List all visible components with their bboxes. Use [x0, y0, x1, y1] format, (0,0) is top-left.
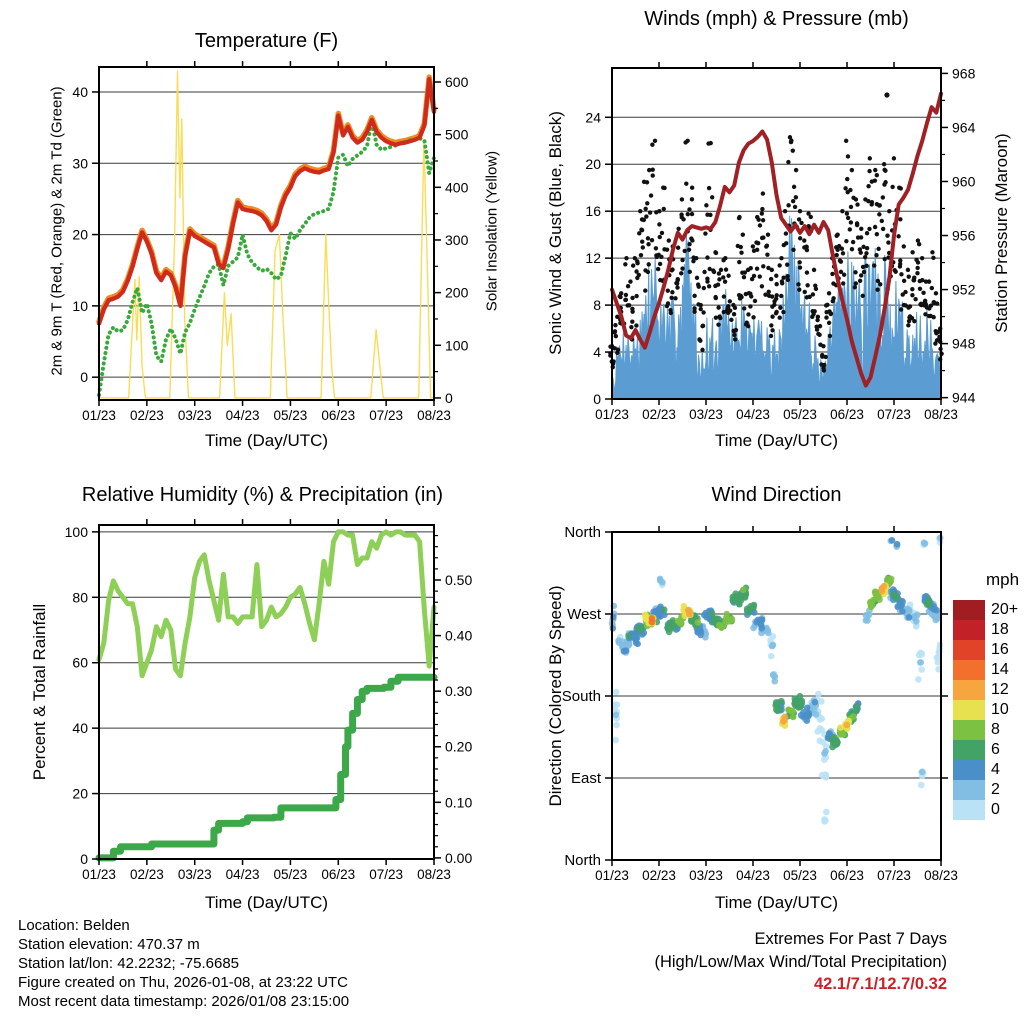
svg-text:16: 16 — [585, 203, 601, 220]
colorbar-swatch-12 — [953, 680, 985, 700]
svg-text:24: 24 — [585, 109, 601, 126]
colorbar-label: 4 — [991, 761, 1000, 778]
extremes-values: 42.1/7.1/12.7/0.32 — [813, 975, 947, 993]
svg-text:08/23: 08/23 — [417, 408, 451, 423]
svg-text:0: 0 — [593, 391, 601, 407]
svg-text:03/23: 03/23 — [177, 867, 212, 882]
svg-text:06/23: 06/23 — [830, 407, 864, 422]
colorbar-swatch-8 — [953, 720, 985, 740]
speed-colorbar — [953, 600, 985, 820]
station-info — [18, 916, 349, 1011]
colorbar-swatch-18 — [953, 620, 985, 640]
svg-text:07/23: 07/23 — [877, 407, 911, 422]
svg-text:300: 300 — [445, 231, 469, 248]
svg-text:8: 8 — [593, 297, 601, 314]
svg-text:01/23: 01/23 — [595, 868, 629, 883]
colorbar-title: mph — [986, 570, 1020, 589]
svg-text:01/23: 01/23 — [82, 867, 116, 882]
svg-text:03/23: 03/23 — [689, 407, 723, 422]
humidity-panel-title: Relative Humidity (%) & Precipitation (in) — [81, 484, 444, 506]
temperature-x-axis-label: Time (Day/UTC) — [204, 431, 329, 450]
svg-text:02/23: 02/23 — [642, 407, 676, 422]
svg-text:01/23: 01/23 — [82, 408, 116, 423]
svg-text:100: 100 — [64, 523, 88, 540]
wind-left-axis-label: Sonic Wind & Gust (Blue, Black) — [546, 111, 565, 355]
svg-text:952: 952 — [952, 281, 976, 298]
colorbar-swatch-6 — [953, 740, 985, 760]
svg-text:05/23: 05/23 — [273, 408, 308, 423]
svg-text:04/23: 04/23 — [736, 407, 770, 422]
svg-text:07/23: 07/23 — [369, 867, 404, 882]
svg-text:60: 60 — [72, 654, 88, 671]
colorbar-swatch-4 — [953, 760, 985, 780]
svg-text:4: 4 — [593, 344, 601, 361]
svg-text:South: South — [561, 688, 601, 705]
figure-created-timestamp: Figure created on Thu, 2026-01-08, at 23:22 UTC — [18, 974, 348, 991]
svg-text:0.50: 0.50 — [445, 572, 473, 589]
svg-text:0: 0 — [80, 851, 88, 867]
svg-text:North: North — [564, 852, 601, 869]
colorbar-label: 8 — [991, 721, 1000, 738]
temperature-panel-title: Temperature (F) — [194, 30, 339, 52]
svg-text:100: 100 — [445, 337, 469, 354]
svg-text:0: 0 — [80, 369, 88, 386]
svg-text:05/23: 05/23 — [783, 868, 817, 883]
station-elevation: Station elevation: 470.37 m — [18, 936, 200, 953]
svg-text:600: 600 — [445, 74, 469, 91]
colorbar-swatch-10 — [953, 700, 985, 720]
svg-text:30: 30 — [72, 155, 88, 172]
svg-text:06/23: 06/23 — [321, 867, 356, 882]
colorbar-swatch-20+ — [953, 600, 985, 620]
svg-text:956: 956 — [952, 227, 976, 244]
extremes-summary — [654, 928, 947, 996]
svg-text:10: 10 — [72, 297, 88, 314]
humidity-x-axis-label: Time (Day/UTC) — [204, 893, 329, 912]
svg-text:944: 944 — [952, 389, 976, 406]
colorbar-label: 12 — [991, 681, 1009, 698]
svg-text:20: 20 — [72, 226, 88, 243]
direction-left-axis-label: Direction (Colored By Speed) — [546, 585, 565, 807]
svg-text:02/23: 02/23 — [642, 868, 676, 883]
svg-text:0.00: 0.00 — [445, 849, 473, 866]
winds-panel-title: Winds (mph) & Pressure (mb) — [644, 8, 909, 30]
svg-text:08/23: 08/23 — [924, 407, 958, 422]
svg-text:20: 20 — [72, 785, 88, 802]
pressure-right-axis-label: Station Pressure (Maroon) — [992, 133, 1011, 333]
colorbar-label: 10 — [991, 701, 1009, 718]
most-recent-data-timestamp: Most recent data timestamp: 2026/01/08 23:15:00 — [18, 993, 350, 1010]
svg-text:400: 400 — [445, 179, 469, 196]
svg-text:960: 960 — [952, 173, 976, 190]
svg-text:20: 20 — [585, 156, 601, 173]
svg-text:04/23: 04/23 — [225, 867, 260, 882]
svg-text:04/23: 04/23 — [736, 868, 770, 883]
colorbar-label: 2 — [991, 781, 1000, 798]
wind-direction-panel-title: Wind Direction — [711, 484, 842, 506]
svg-text:06/23: 06/23 — [830, 868, 864, 883]
svg-text:80: 80 — [72, 589, 88, 606]
colorbar-label: 20+ — [991, 601, 1019, 618]
svg-text:03/23: 03/23 — [689, 868, 723, 883]
station-latlon: Station lat/lon: 42.2232; -75.6685 — [18, 955, 240, 972]
colorbar-label: 14 — [991, 661, 1009, 678]
colorbar-swatch-0 — [953, 800, 985, 820]
temperature-left-axis-label: 2m & 9m T (Red, Orange) & 2m Td (Green) — [48, 86, 66, 376]
colorbar-label: 18 — [991, 621, 1009, 638]
svg-text:500: 500 — [445, 126, 469, 143]
station-location: Location: Belden — [18, 917, 130, 934]
svg-text:40: 40 — [72, 720, 88, 737]
svg-text:948: 948 — [952, 335, 976, 352]
svg-text:0.40: 0.40 — [445, 627, 473, 644]
colorbar-labels — [991, 600, 1018, 820]
svg-text:07/23: 07/23 — [877, 868, 911, 883]
svg-text:40: 40 — [72, 83, 88, 100]
colorbar-label: 16 — [991, 641, 1009, 658]
svg-text:02/23: 02/23 — [129, 867, 164, 882]
colorbar-label: 6 — [991, 741, 1000, 758]
svg-text:08/23: 08/23 — [924, 868, 958, 883]
extremes-title: Extremes For Past 7 Days — [754, 930, 947, 948]
svg-text:North: North — [564, 524, 601, 541]
colorbar-swatch-2 — [953, 780, 985, 800]
svg-text:12: 12 — [585, 250, 601, 267]
svg-text:968: 968 — [952, 65, 976, 82]
svg-text:08/23: 08/23 — [417, 867, 451, 882]
svg-text:East: East — [570, 770, 601, 787]
humidity-left-axis-label: Percent & Total Rainfall — [30, 603, 49, 781]
svg-text:West: West — [567, 606, 601, 623]
svg-text:03/23: 03/23 — [177, 408, 212, 423]
svg-text:0.20: 0.20 — [445, 738, 473, 755]
svg-text:0.30: 0.30 — [445, 683, 473, 700]
svg-text:05/23: 05/23 — [273, 867, 308, 882]
svg-text:0: 0 — [445, 389, 453, 406]
colorbar-swatch-14 — [953, 660, 985, 680]
colorbar-swatch-16 — [953, 640, 985, 660]
svg-text:01/23: 01/23 — [595, 407, 629, 422]
svg-text:06/23: 06/23 — [321, 408, 356, 423]
colorbar-label: 0 — [991, 801, 1000, 818]
svg-text:0.10: 0.10 — [445, 794, 473, 811]
extremes-subtitle: (High/Low/Max Wind/Total Precipitation) — [654, 952, 947, 971]
svg-text:05/23: 05/23 — [783, 407, 817, 422]
solar-right-axis-label: Solar Insolation (Yellow) — [483, 150, 501, 312]
winds-x-axis-label: Time (Day/UTC) — [714, 431, 839, 450]
svg-text:04/23: 04/23 — [225, 408, 260, 423]
svg-text:200: 200 — [445, 284, 469, 301]
svg-text:02/23: 02/23 — [129, 408, 164, 423]
direction-x-axis-label: Time (Day/UTC) — [714, 893, 839, 912]
svg-text:07/23: 07/23 — [369, 408, 404, 423]
svg-text:964: 964 — [952, 119, 976, 136]
